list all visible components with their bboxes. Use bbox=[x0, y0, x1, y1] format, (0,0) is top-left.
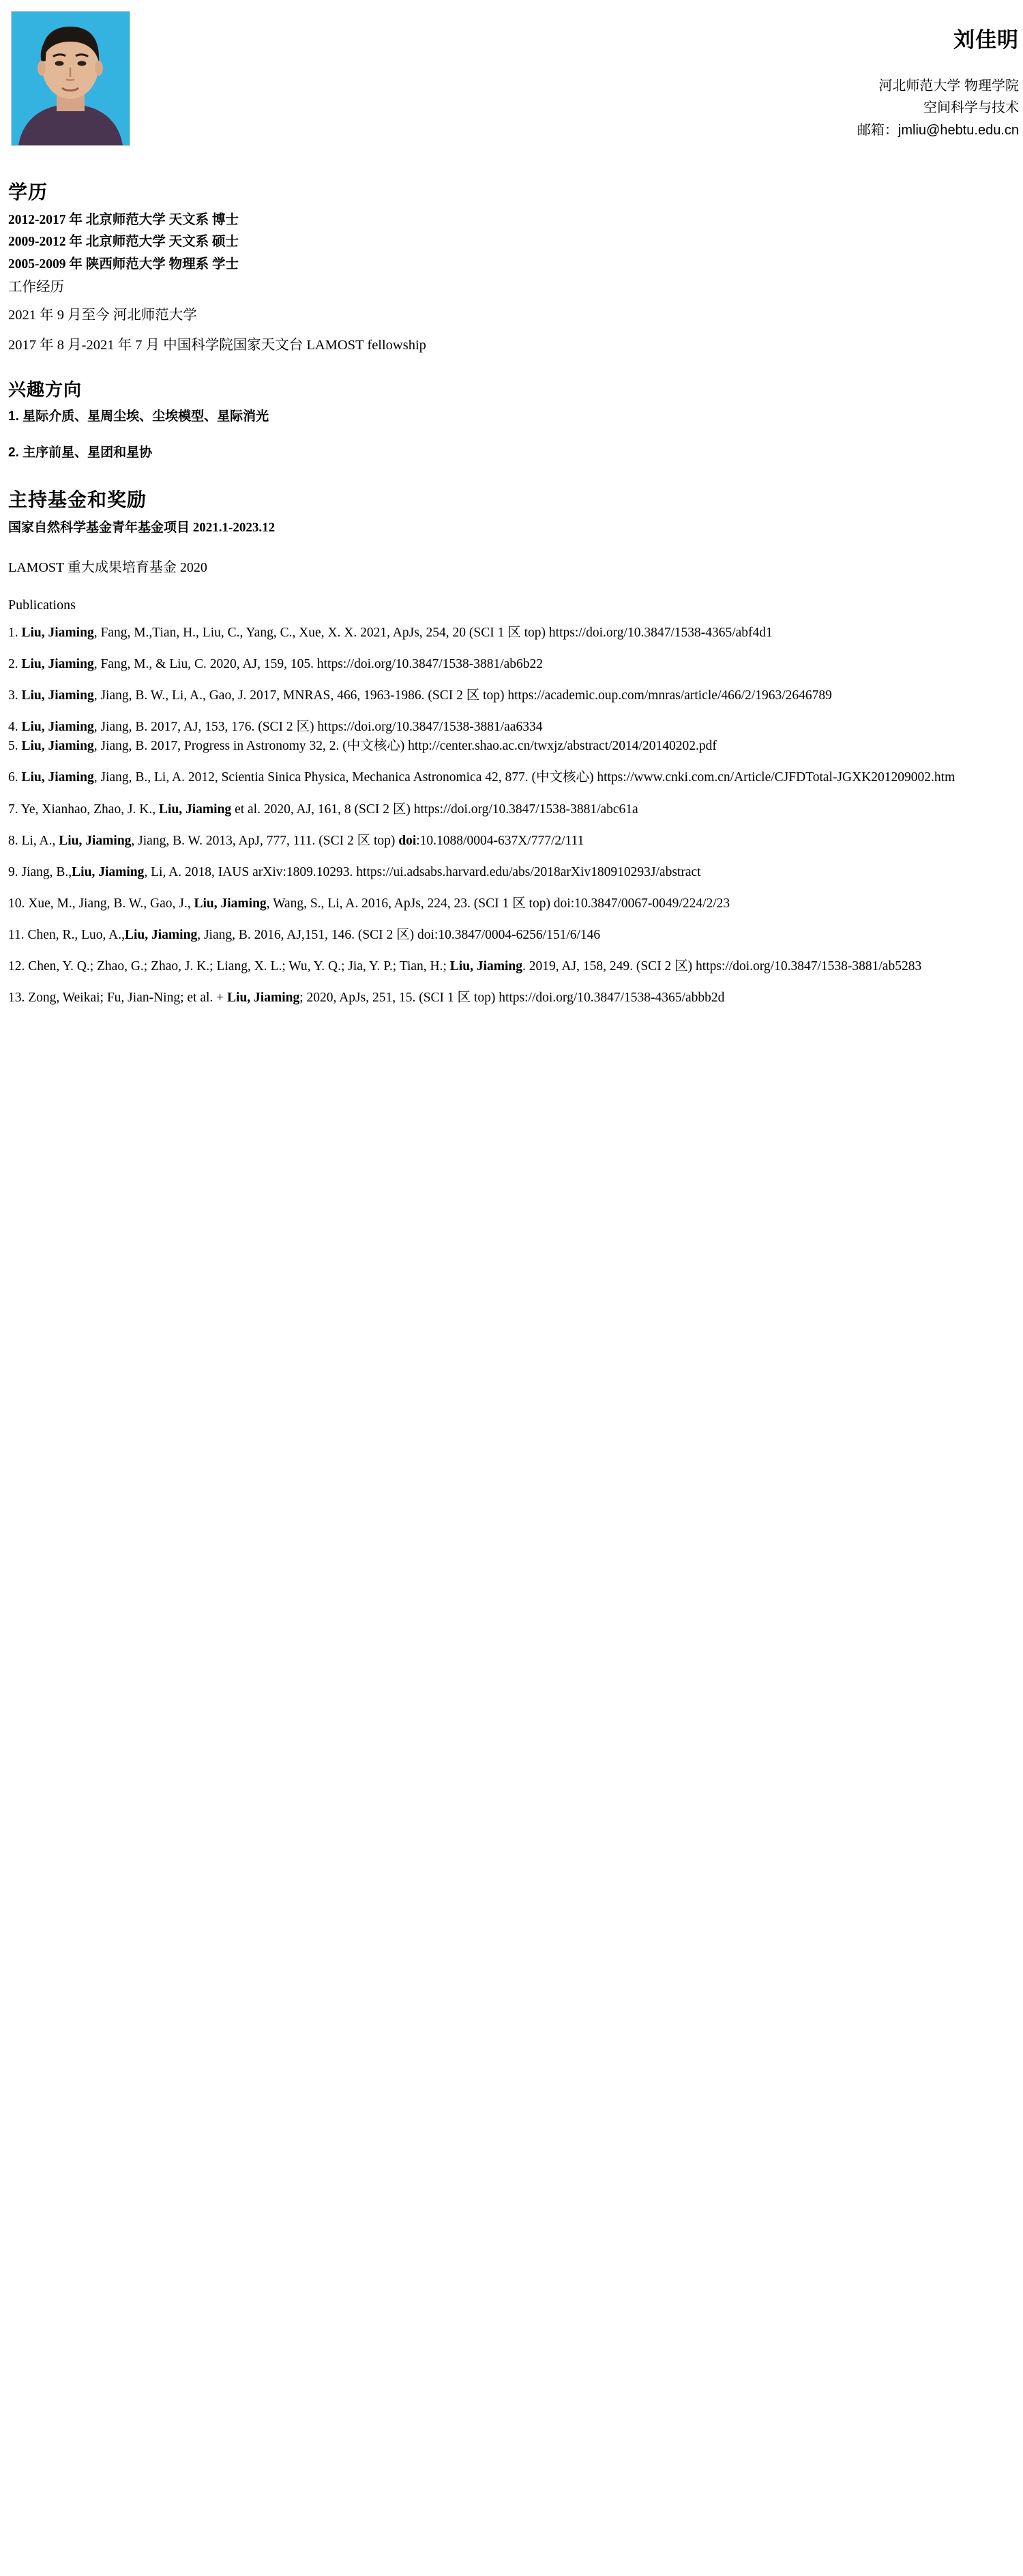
section-title-education: 学历 bbox=[8, 181, 48, 203]
header-text-block bbox=[0, 29, 1023, 141]
publication-item: 11. Chen, R., Luo, A.,Liu, Jiaming, Jiang, B. 2016, AJ,151, 146. (SCI 2 区) doi:10.3847/0004-6256/151/6/146 bbox=[8, 928, 601, 943]
portrait-photo-icon bbox=[12, 12, 130, 145]
publication-item: 2. Liu, Jiaming, Fang, M., & Liu, C. 2020, AJ, 159, 105. https://doi.org/10.3847/1538-3881/ab6b22 bbox=[8, 656, 544, 671]
work-item: 2017 年 8 月-2021 年 7 月 中国科学院国家天文台 LAMOST fellowship bbox=[8, 338, 426, 353]
publication-item: 4. Liu, Jiaming, Jiang, B. 2017, AJ, 153, 176. (SCI 2 区) https://doi.org/10.3847/1538-3881/aa6334 bbox=[8, 720, 543, 735]
funding-item: LAMOST 重大成果培育基金 2020 bbox=[8, 559, 207, 575]
publication-item: 5. Liu, Jiaming, Jiang, B. 2017, Progress in Astronomy 32, 2. (中文核心) http://center.shao.ac.cn/twxjz/abstract/2014/20140202.pdf bbox=[8, 739, 717, 754]
funding-item: 国家自然科学基金青年基金项目 2021.1-2023.12 bbox=[8, 521, 276, 536]
page-header bbox=[0, 0, 1023, 157]
publication-item: 10. Xue, M., Jiang, B. W., Gao, J., Liu, Jiaming, Wang, S., Li, A. 2016, ApJs, 224, 23. (SCI 1 区 top) doi:10.3847/0067-0049/224/2/23 bbox=[8, 896, 730, 911]
publication-item: 12. Chen, Y. Q.; Zhao, G.; Zhao, J. K.; Liang, X. L.; Wu, Y. Q.; Jia, Y. P.; Tian, H.; Liu, Jiaming. 2019, AJ, 158, 249. (SCI 2 区) https://doi.org/10.3847/1538-3881/ab5283 bbox=[8, 959, 922, 974]
section-title-publications: Publications bbox=[8, 597, 76, 613]
section-title-funding: 主持基金和奖励 bbox=[8, 489, 147, 511]
publication-item: 7. Ye, Xianhao, Zhao, J. K., Liu, Jiaming et al. 2020, AJ, 161, 8 (SCI 2 区) https://doi.org/10.3847/1538-3881/abc61a bbox=[8, 802, 638, 817]
interest-item: 2. 主序前星、星团和星协 bbox=[8, 445, 153, 460]
publication-item: 1. Liu, Jiaming, Fang, M.,Tian, H., Liu, C., Yang, C., Xue, X. X. 2021, ApJs, 254, 20 (SCI 1 区 top) https://doi.org/10.3847/1538-4365/abf4d1 bbox=[8, 625, 773, 640]
publication-item: 3. Liu, Jiaming, Jiang, B. W., Li, A., Gao, J. 2017, MNRAS, 466, 1963-1986. (SCI 2 区 top) https://academic.oup.com/mnras/article/466/2/1963/2646789 bbox=[8, 688, 832, 703]
affiliation-line-2: 空间科学与技术 bbox=[923, 100, 1019, 116]
email-line: 邮箱：jmliu@hebtu.edu.cn bbox=[857, 122, 1019, 138]
page-title: 刘佳明 bbox=[953, 28, 1019, 52]
publication-item: 8. Li, A., Liu, Jiaming, Jiang, B. W. 2013, ApJ, 777, 111. (SCI 2 区 top) doi:10.1088/0004-637X/777/2/111 bbox=[8, 833, 584, 848]
interest-item: 1. 星际介质、星周尘埃、尘埃模型、星际消光 bbox=[8, 409, 269, 424]
education-item: 2009-2012 年 北京师范大学 天文系 硕士 bbox=[8, 235, 239, 250]
section-title-interests: 兴趣方向 bbox=[8, 379, 83, 400]
publication-item: 9. Jiang, B.,Liu, Jiaming, Li, A. 2018, IAUS arXiv:1809.10293. https://ui.adsabs.harvard.edu/abs/2018arXiv180910293J/abstract bbox=[8, 864, 701, 879]
avatar bbox=[11, 11, 130, 146]
work-item: 2021 年 9 月至今 河北师范大学 bbox=[8, 307, 197, 323]
section-title-work-experience: 工作经历 bbox=[8, 279, 64, 295]
affiliation-line-1: 河北师范大学 物理学院 bbox=[878, 78, 1019, 94]
publication-item: 13. Zong, Weikai; Fu, Jian-Ning; et al. + Liu, Jiaming; 2020, ApJs, 251, 15. (SCI 1 区 top) https://doi.org/10.3847/1538-4365/abbb2d bbox=[8, 991, 725, 1006]
education-item: 2012-2017 年 北京师范大学 天文系 博士 bbox=[8, 213, 239, 227]
publication-item: 6. Liu, Jiaming, Jiang, B., Li, A. 2012, Scientia Sinica Physica, Mechanica Astronomica 42, 877. (中文核心) https://www.cnki.com.cn/Article/CJFDTotal-JGXK201209002.htm bbox=[8, 770, 955, 785]
education-item: 2005-2009 年 陕西师范大学 物理系 学士 bbox=[8, 257, 239, 272]
